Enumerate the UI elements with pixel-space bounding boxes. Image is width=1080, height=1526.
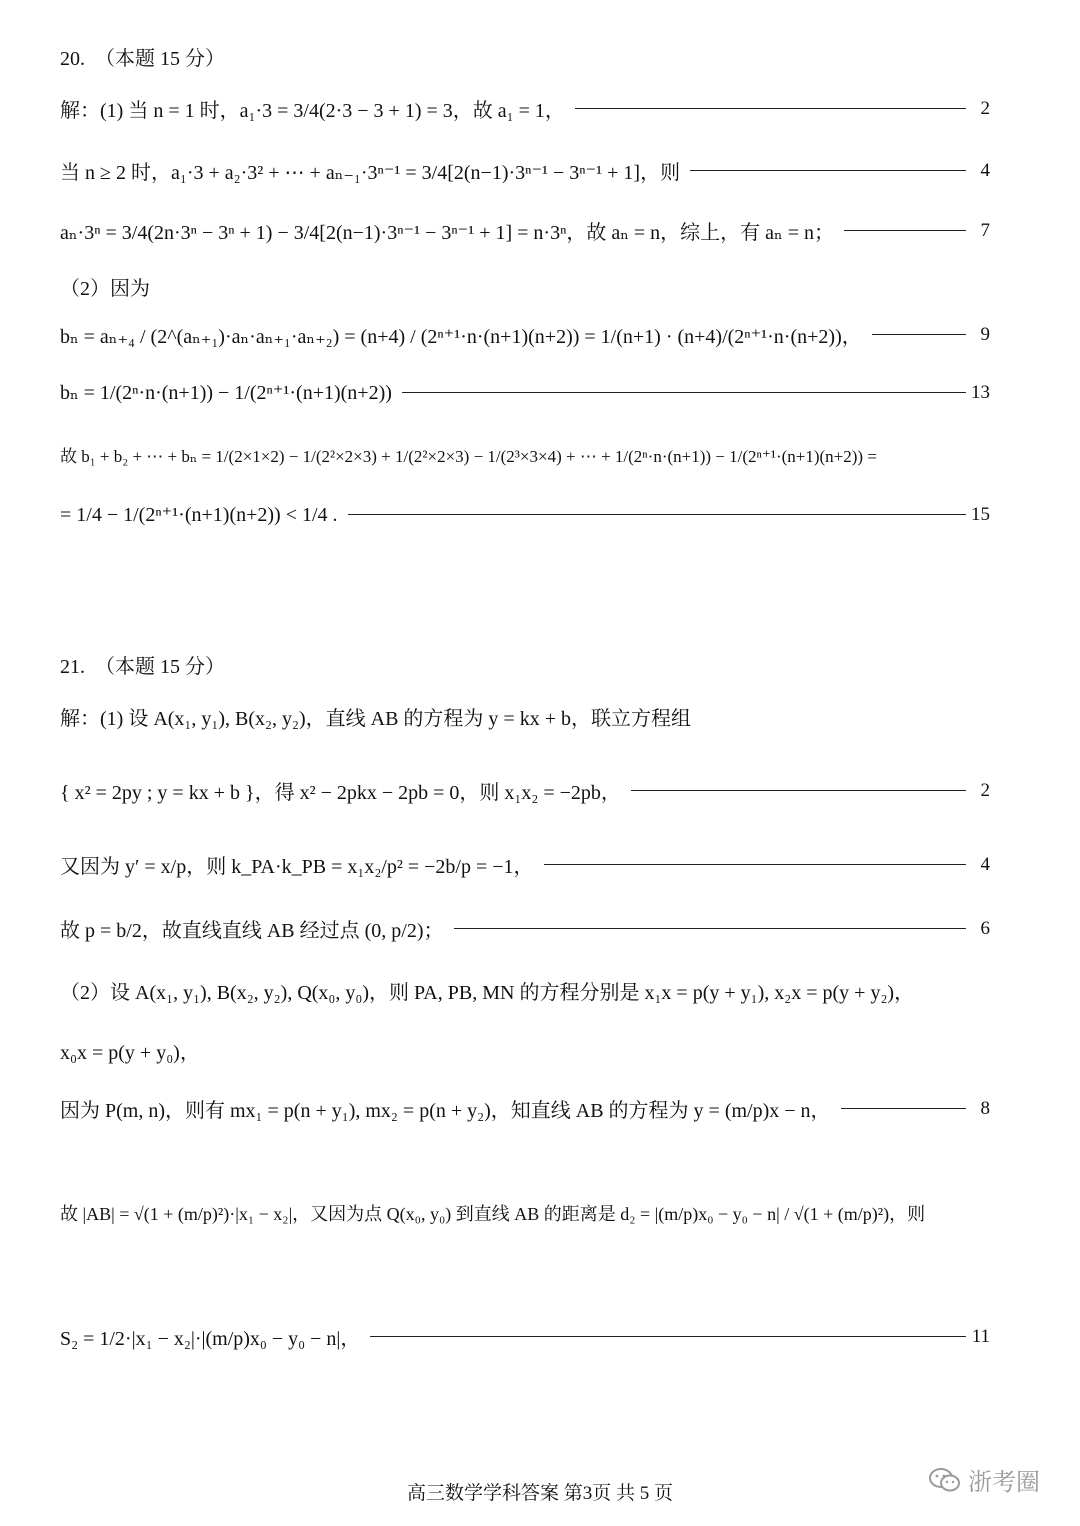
q20-line-7-text: 故 b₁ + b₂ + ⋯ + bₙ = 1/(2×1×2) − 1/(2²×2×3) + 1/(2²×2×3) − 1/(2³×3×4) + ⋯ + 1/(2ⁿ·n·(n+1)) − 1/(2ⁿ⁺¹·(n+1)(n+2)) =	[60, 447, 877, 466]
q20-line-5-points: 9	[980, 323, 990, 345]
q20-line-6-points: 13	[971, 381, 990, 403]
q21-line-4	[60, 914, 990, 943]
q20-line-6	[60, 380, 990, 405]
q21-line-2	[60, 776, 990, 805]
q20-line-8-points: 15	[971, 503, 990, 525]
q20-line-3-text: aₙ·3ⁿ = 3/4(2n·3ⁿ − 3ⁿ + 1) − 3/4[2(n−1)·3ⁿ⁻¹ − 3ⁿ⁻¹ + 1] = n·3ⁿ，故 aₙ = n，综上，有 aₙ = n；	[60, 222, 834, 244]
q20-line-8-text: = 1/4 − 1/(2ⁿ⁺¹·(n+1)(n+2)) < 1/4 .	[60, 504, 338, 526]
q21-line-8-text: 故 |AB| = √(1 + (m/p)²)·|x₁ − x₂|，又因为点 Q(x₀, y₀) 到直线 AB 的距离是 d₂ = |(m/p)x₀ − y₀ − n| / √(1 + (m/p)²)，则	[60, 1204, 926, 1224]
q20-line-3-points: 7	[980, 219, 990, 241]
q21-line-3-text: 又因为 y′ = x/p，则 k_PA·k_PB = x₁x₂/p² = −2b/p = −1，	[60, 856, 534, 878]
q20-heading: 20. （本题 15 分）	[60, 48, 225, 70]
leader-line	[402, 392, 966, 393]
q20-line-7	[60, 442, 990, 467]
wechat-icon	[928, 1467, 962, 1493]
q21-line-7-text: 因为 P(m, n)，则有 mx₁ = p(n + y₁), mx₂ = p(n + y₂)，知直线 AB 的方程为 y = (m/p)x − n，	[60, 1100, 831, 1122]
q20-line-2-text: 当 n ≥ 2 时，a₁·3 + a₂·3² + ⋯ + aₙ₋₁·3ⁿ⁻¹ = 3/4[2(n−1)·3ⁿ⁻¹ − 3ⁿ⁻¹ + 1]，则	[60, 162, 681, 184]
q20-line-5-text: bₙ = aₙ₊₄ / (2^(aₙ₊₁)·aₙ·aₙ₊₁·aₙ₊₂) = (n+4) / (2ⁿ⁺¹·n·(n+1)(n+2)) = 1/(n+1) · (n+4)/(2ⁿ⁺¹·n·(n+2))，	[60, 326, 862, 348]
q20-line-5	[60, 320, 990, 349]
q20-line-2	[60, 156, 990, 185]
q21-heading: 21. （本题 15 分）	[60, 656, 225, 678]
leader-line	[841, 1108, 966, 1109]
leader-line	[370, 1336, 966, 1337]
q21-line-2-points: 2	[980, 779, 990, 801]
q21-line-5	[60, 976, 990, 1005]
leader-line	[575, 108, 966, 109]
q21-line-7-points: 8	[980, 1097, 990, 1119]
q21-line-9-points: 11	[971, 1325, 990, 1347]
q20-line-4-text: （2）因为	[60, 278, 150, 300]
q21-line-2-text: { x² = 2py ; y = kx + b }，得 x² − 2pkx − 2pb = 0，则 x₁x₂ = −2pb，	[60, 782, 621, 804]
q20-line-2-points: 4	[980, 159, 990, 181]
q21-line-3	[60, 850, 990, 879]
q21-line-1	[60, 702, 990, 731]
leader-line	[544, 864, 966, 865]
q21-line-4-text: 故 p = b/2，故直线直线 AB 经过点 (0, p/2)；	[60, 920, 444, 942]
q20-line-1-points: 2	[980, 97, 990, 119]
watermark-text: 浙考圈	[968, 1468, 1040, 1496]
leader-line	[690, 170, 966, 171]
q20-line-6-text: bₙ = 1/(2ⁿ·n·(n+1)) − 1/(2ⁿ⁺¹·(n+1)(n+2))	[60, 382, 392, 404]
q21-line-4-points: 6	[980, 917, 990, 939]
q20-line-4	[60, 272, 990, 301]
q20-line-3	[60, 216, 990, 245]
q21-line-7	[60, 1094, 990, 1123]
q21-line-6-text: x₀x = p(y + y₀)，	[60, 1042, 200, 1064]
q20-line-1	[60, 94, 990, 123]
q21-line-8	[60, 1200, 990, 1226]
q21-line-1-text: 解：(1) 设 A(x₁, y₁), B(x₂, y₂)，直线 AB 的方程为 y = kx + b，联立方程组	[60, 708, 691, 730]
q21-line-6	[60, 1036, 990, 1065]
q21-line-9-text: S₂ = 1/2·|x₁ − x₂|·|(m/p)x₀ − y₀ − n|，	[60, 1328, 361, 1350]
leader-line	[872, 334, 966, 335]
q20-line-8	[60, 502, 990, 527]
leader-line	[454, 928, 967, 929]
page-footer: 高三数学学科答案 第3页 共 5 页	[406, 1483, 673, 1504]
leader-line	[844, 230, 966, 231]
leader-line	[631, 790, 966, 791]
q21-line-5-text: （2）设 A(x₁, y₁), B(x₂, y₂), Q(x₀, y₀)，则 PA, PB, MN 的方程分别是 x₁x = p(y + y₁), x₂x = p(y + y₂)，	[60, 982, 915, 1004]
q21-line-9	[60, 1322, 990, 1351]
q20-line-1-text: 解：(1) 当 n = 1 时，a₁·3 = 3/4(2·3 − 3 + 1) = 3，故 a₁ = 1，	[60, 100, 565, 122]
leader-line	[348, 514, 966, 515]
q21-line-3-points: 4	[980, 853, 990, 875]
watermark	[928, 1462, 1040, 1497]
